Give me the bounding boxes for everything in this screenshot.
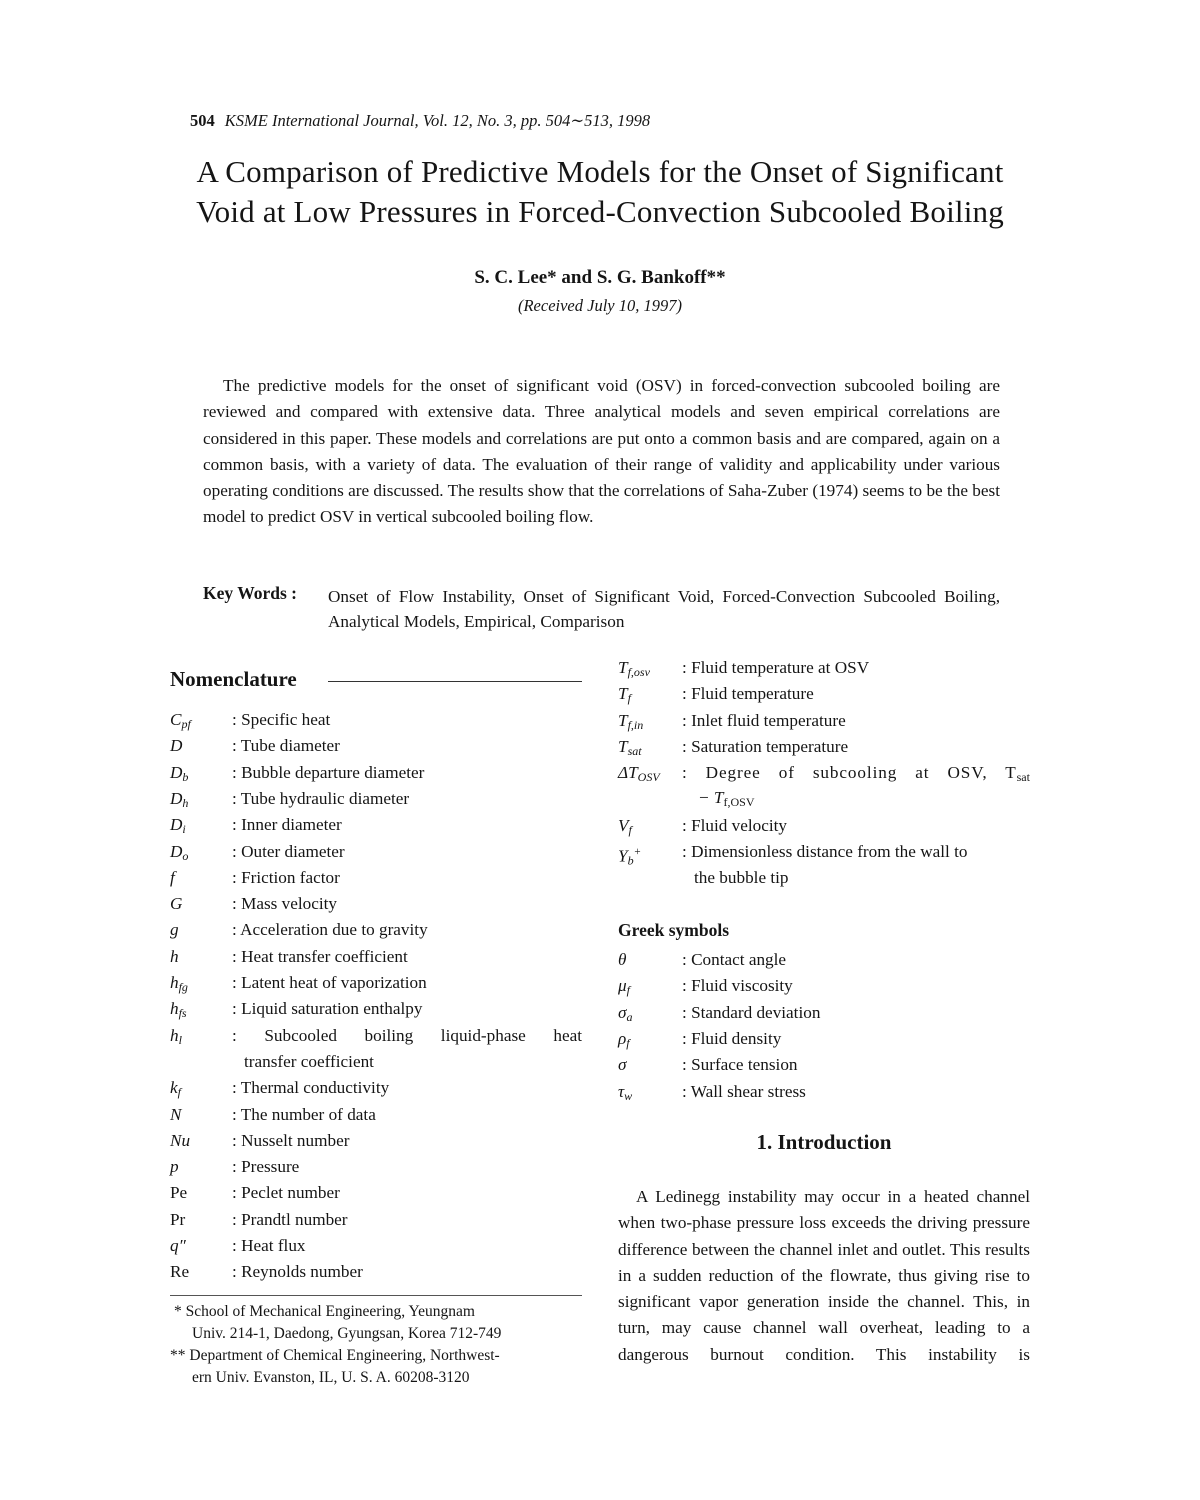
symbol-base: h: [170, 1025, 179, 1045]
symbol-subscript: f: [177, 1085, 181, 1100]
greek-symbols-heading: Greek symbols: [618, 920, 729, 940]
symbol-subscript: f: [628, 822, 632, 837]
nomenclature-definition: : Reynolds number: [232, 1262, 363, 1282]
symbol-base: D: [170, 815, 183, 835]
nomenclature-definition: : Surface tension: [682, 1055, 798, 1075]
footnote-1-cont: Univ. 214-1, Daedong, Gyungsan, Korea 712-749: [192, 1325, 502, 1342]
nomenclature-definition: : Peclet number: [232, 1183, 340, 1203]
symbol-base: ρ: [618, 1028, 627, 1048]
symbol-subscript: f: [626, 983, 630, 998]
symbol-base: T: [618, 710, 628, 730]
symbol-superscript: +: [633, 846, 642, 859]
footnote-1-line: * School of Mechanical Engineering, Yeungnam: [174, 1303, 475, 1320]
nomenclature-continuation: [694, 865, 789, 891]
symbol-subscript: f: [626, 1035, 630, 1050]
nomenclature-symbol: [170, 944, 179, 970]
symbol-base: k: [170, 1078, 178, 1098]
running-header: [190, 111, 650, 131]
nomenclature-definition: : Liquid saturation enthalpy: [232, 999, 423, 1019]
symbol-subscript: sat: [627, 743, 642, 758]
symbol-base: V: [618, 815, 629, 835]
nomenclature-definition: : Nusselt number: [232, 1130, 350, 1150]
symbol-subscript: fs: [178, 1006, 187, 1021]
symbol-base: h: [170, 999, 179, 1019]
symbol-base: h: [170, 973, 179, 992]
symbol-base: T: [618, 658, 628, 677]
nomenclature-definition: : The number of data: [232, 1104, 376, 1124]
symbol-subscript: f: [627, 691, 631, 706]
symbol-base: μ: [618, 976, 627, 996]
nomenclature-symbol: [618, 947, 626, 973]
nomenclature-symbol: [170, 1102, 181, 1128]
nomenclature-definition: : Heat transfer coefficient: [232, 946, 408, 966]
nomenclature-heading: Nomenclature: [170, 667, 297, 691]
nomenclature-definition: : Pressure: [232, 1157, 300, 1177]
footnote-rule: [170, 1295, 582, 1296]
title-line-2: Void at Low Pressures in Forced-Convection Subcooled Boiling: [196, 194, 1004, 229]
introduction-text: A Ledinegg instability may occur in a heated channel when two-phase pressure loss exceeds the driving pressure difference between the channel inlet and outlet. This results in a sudden reduction of the flowrate, thus giving rise to significant vapor generation inside the channel. This, in turn, may cause channel wall overheat, leading to a dangerous burnout condition. This instability is: [618, 1187, 1030, 1364]
symbol-base: p: [170, 1157, 179, 1177]
nomenclature-definition: : Bubble departure diameter: [232, 762, 425, 782]
symbol-base: ΔT: [618, 763, 638, 783]
nomenclature-symbol: [170, 917, 179, 943]
abstract: The predictive models for the onset of significant void (OSV) in forced-convection subcooled boiling are reviewed and compared with extensive data. Three analytical models and seven empirical correlations are considered in this paper. These models and correlations are put onto a common basis and are compared, again on a common basis, with a variety of data. The evaluation of their range of validity and applicability under various operating conditions are discussed. The results show that the correlations of Saha-Zuber (1974) seems to be the best model to predict OSV in vertical subcooled boiling flow.: [203, 376, 1000, 527]
authors: S. C. Lee* and S. G. Bankoff**: [474, 267, 726, 288]
nomenclature-definition: : Tube diameter: [232, 736, 340, 756]
footnote-2-cont: ern Univ. Evanston, IL, U. S. A. 60208-3120: [192, 1369, 470, 1386]
symbol-base: Nu: [170, 1130, 191, 1150]
hl-definition-continuation: transfer coefficient: [244, 1051, 374, 1071]
nomenclature-symbol: [170, 1233, 186, 1259]
nomenclature-definition: : Fluid density: [682, 1028, 782, 1048]
nomenclature-symbol: [170, 1180, 187, 1206]
nomenclature-rule: [328, 681, 582, 682]
symbol-base: θ: [618, 950, 627, 969]
nomenclature-definition: : Outer diameter: [232, 841, 345, 861]
nomenclature-symbol: [170, 891, 182, 917]
footnote-affiliation-1: [170, 1301, 582, 1345]
nomenclature-definition: : Inner diameter: [232, 815, 342, 835]
nomenclature-definition: : Acceleration due to gravity: [232, 920, 428, 940]
nomenclature-definition: : Thermal conductivity: [232, 1078, 390, 1098]
symbol-subscript: b: [627, 853, 634, 868]
nomenclature-definition: : Heat flux: [232, 1236, 306, 1255]
nomenclature-symbol: [618, 839, 641, 874]
yb-definition-continuation: the bubble tip: [694, 868, 789, 888]
dt-cont-prefix: − T: [698, 787, 724, 807]
nomenclature-definition: : Tube hydraulic diameter: [232, 788, 410, 808]
nomenclature-definition: : Latent heat of vaporization: [232, 973, 427, 992]
nomenclature-symbol: [170, 865, 175, 891]
symbol-base: σ: [618, 1002, 627, 1022]
nomenclature-continuation: [698, 785, 755, 815]
symbol-subscript: fg: [178, 980, 188, 994]
symbol-base: Pr: [170, 1209, 186, 1229]
nomenclature-symbol: [170, 1154, 179, 1180]
symbol-base: D: [170, 788, 183, 808]
nomenclature-definition: : Specific heat: [232, 710, 331, 729]
nomenclature-definition: : Contact angle: [682, 950, 787, 969]
symbol-base: Re: [170, 1262, 190, 1282]
nomenclature-definition: : Fluid velocity: [682, 815, 788, 835]
nomenclature-symbol: [170, 1259, 189, 1285]
nomenclature-definition: : Friction factor: [232, 867, 340, 887]
symbol-base: G: [170, 894, 183, 914]
symbol-subscript: f,osv: [627, 665, 650, 679]
dt-cont-subscript: f,OSV: [723, 794, 755, 809]
page-number: 504: [190, 111, 215, 130]
symbol-subscript: a: [626, 1009, 633, 1024]
symbol-base: D: [170, 736, 183, 756]
nomenclature-definition: : Dimensionless distance from the wall to: [682, 842, 968, 862]
keywords-text: Onset of Flow Instability, Onset of Significant Void, Forced-Convection Subcooled Boiling, Analytical Models, Empirical, Comparison: [328, 587, 1000, 631]
nomenclature-symbol: [170, 1023, 182, 1053]
paper-title: [0, 152, 1200, 232]
received-date: (Received July 10, 1997): [517, 296, 682, 315]
nomenclature-definition: : Wall shear stress: [682, 1081, 806, 1101]
symbol-base: T: [618, 684, 628, 704]
symbol-subscript: f,in: [627, 717, 644, 732]
symbol-subscript: b: [182, 769, 189, 784]
title-line-1: A Comparison of Predictive Models for the Onset of Significant: [196, 154, 1004, 189]
footnote-affiliation-2: [170, 1345, 582, 1389]
nomenclature-definition: : Inlet fluid temperature: [682, 710, 846, 730]
symbol-base: D: [170, 841, 183, 861]
symbol-subscript: o: [182, 848, 189, 863]
nomenclature-symbol: [170, 733, 182, 759]
symbol-base: D: [170, 762, 183, 782]
symbol-base: τ: [618, 1081, 625, 1101]
symbol-subscript: l: [178, 1032, 182, 1047]
nomenclature-definition: : Prandtl number: [232, 1209, 348, 1229]
symbol-base: f: [170, 867, 175, 887]
footnote-2-line: ** Department of Chemical Engineering, Northwest-: [170, 1347, 500, 1364]
nomenclature-definition: : Mass velocity: [232, 894, 338, 914]
nomenclature-definition: : Fluid temperature: [682, 684, 814, 704]
dt-definition-text: : Degree of subcooling at OSV, T: [682, 763, 1017, 783]
dt-definition-subscript: sat: [1016, 770, 1030, 785]
nomenclature-definition: : Subcooled boiling liquid-phase heat: [232, 1025, 582, 1045]
symbol-base: h: [170, 946, 179, 966]
symbol-subscript: OSV: [637, 770, 660, 785]
nomenclature-definition: : Standard deviation: [682, 1002, 821, 1022]
symbol-subscript: pf: [181, 717, 191, 731]
symbol-subscript: i: [182, 822, 186, 837]
nomenclature-symbol: [170, 1128, 190, 1154]
nomenclature-definition: : Saturation temperature: [682, 736, 849, 756]
journal-citation: KSME International Journal, Vol. 12, No. 3, pp. 504∼513, 1998: [224, 111, 651, 130]
symbol-base: N: [170, 1104, 182, 1124]
symbol-base: q″: [170, 1236, 186, 1255]
nomenclature-symbol: [170, 1207, 185, 1233]
nomenclature-definition: : Fluid temperature at OSV: [682, 658, 870, 677]
symbol-subscript: w: [624, 1088, 633, 1103]
nomenclature-left-column: [170, 707, 582, 1297]
nomenclature-right-column: [618, 655, 1030, 1115]
symbol-base: Pe: [170, 1183, 188, 1203]
nomenclature-symbol: [618, 1052, 626, 1078]
keywords-label: Key Words :: [203, 583, 297, 603]
nomenclature-definition: : Fluid viscosity: [682, 976, 793, 996]
nomenclature-symbol: [618, 760, 660, 790]
symbol-base: Y: [618, 846, 628, 866]
symbol-base: T: [618, 736, 628, 756]
introduction-heading: 1. Introduction: [756, 1130, 892, 1154]
nomenclature-symbol: [618, 1079, 632, 1109]
nomenclature-continuation: [244, 1049, 374, 1075]
symbol-base: g: [170, 920, 179, 940]
symbol-base: σ: [618, 1055, 627, 1075]
symbol-base: C: [170, 710, 182, 729]
symbol-subscript: h: [182, 795, 189, 810]
